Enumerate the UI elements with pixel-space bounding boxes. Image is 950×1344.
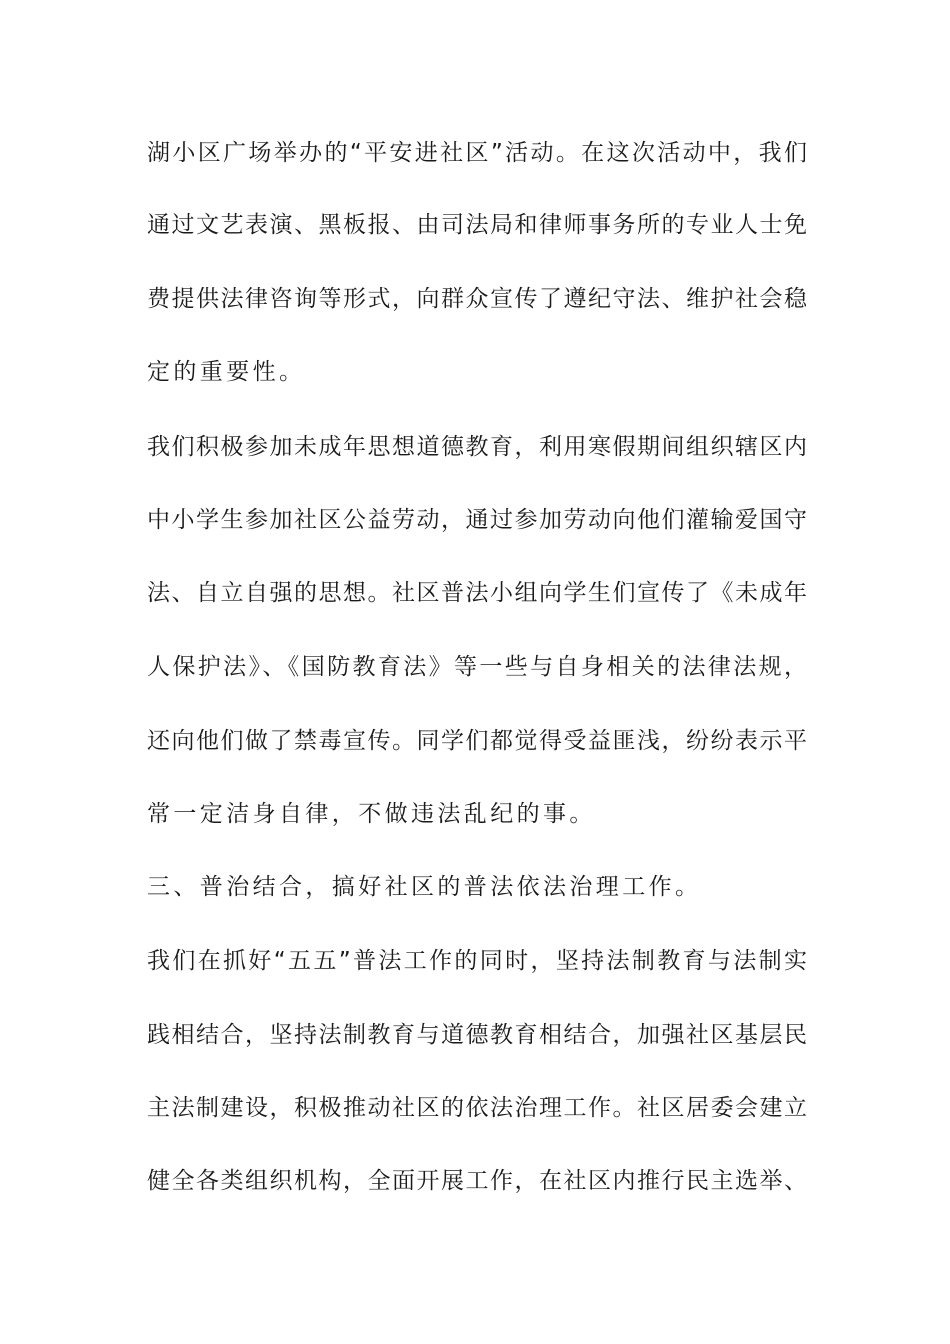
text-line: 通过文艺表演、黑板报、由司法局和律师事务所的专业人士免 xyxy=(147,212,807,238)
section-heading: 三、普治结合，搞好社区的普法依法治理工作。 xyxy=(147,874,702,900)
text-line: 常一定洁身自律，不做违法乱纪的事。 xyxy=(147,801,596,827)
text-line: 中小学生参加社区公益劳动，通过参加劳动向他们灌输爱国守 xyxy=(147,507,807,533)
text-line: 我们积极参加未成年思想道德教育，利用寒假期间组织辖区内 xyxy=(147,434,807,460)
text-line: 人保护法》、《国防教育法》等一些与自身相关的法律法规， xyxy=(147,654,807,680)
text-line: 还向他们做了禁毒宣传。同学们都觉得受益匪浅，纷纷表示平 xyxy=(147,728,807,754)
text-line: 湖小区广场举办的“平安进社区”活动。在这次活动中，我们 xyxy=(147,140,807,166)
text-line: 费提供法律咨询等形式，向群众宣传了遵纪守法、维护社会稳 xyxy=(147,286,807,312)
text-line: 健全各类组织机构，全面开展工作，在社区内推行民主选举、 xyxy=(147,1168,807,1194)
text-line: 定的重要性。 xyxy=(147,359,306,385)
text-line: 践相结合，坚持法制教育与道德教育相结合，加强社区基层民 xyxy=(147,1022,807,1048)
text-line: 我们在抓好“五五”普法工作的同时，坚持法制教育与法制实 xyxy=(147,948,807,974)
text-line: 主法制建设，积极推动社区的依法治理工作。社区居委会建立 xyxy=(147,1095,807,1121)
text-line: 法、自立自强的思想。社区普法小组向学生们宣传了《未成年 xyxy=(147,580,807,606)
